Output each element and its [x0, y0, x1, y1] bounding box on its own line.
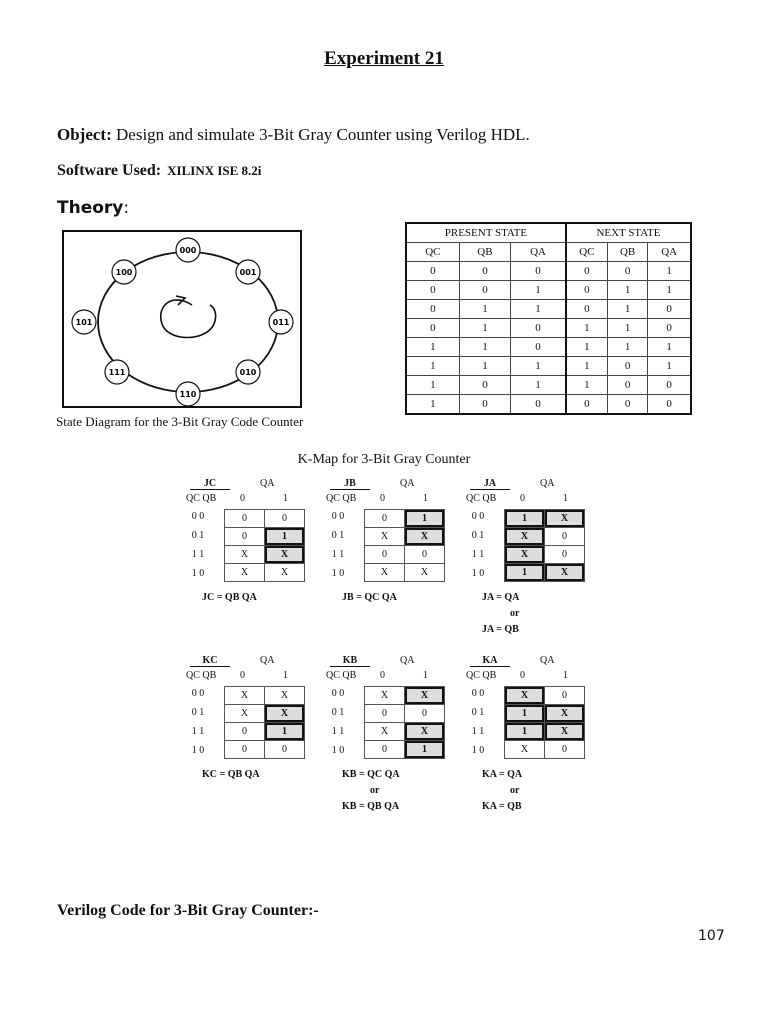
table-cell: 0	[511, 262, 566, 281]
kmap-column-1: 1	[283, 670, 288, 681]
kmap-column-variable: QA	[540, 478, 555, 489]
table-cell: 1	[511, 300, 566, 319]
kmap-column-0: 0	[240, 670, 245, 681]
kmap-row	[365, 564, 445, 582]
kmap-cell: X	[545, 723, 585, 741]
table-row	[406, 281, 691, 300]
kmap-equation: KA = QA	[482, 769, 523, 780]
state-column-header: QC	[406, 243, 459, 262]
kmap-column-1: 1	[563, 493, 568, 504]
table-row	[406, 376, 691, 395]
kmap-cell: X	[265, 564, 305, 582]
table-cell: 1	[607, 338, 647, 357]
table-cell: 0	[566, 300, 608, 319]
table-row	[406, 395, 691, 415]
kmap-row	[225, 564, 305, 582]
kmap-column-variable: QA	[260, 478, 275, 489]
kmap-column-1: 1	[423, 670, 428, 681]
state-diagram-svg	[64, 232, 300, 406]
kmap-column-1: 1	[563, 670, 568, 681]
table-cell: 1	[511, 357, 566, 376]
kmap-row	[365, 705, 445, 723]
kmap-column-0: 0	[380, 670, 385, 681]
kmap-equation: JB = QC QA	[342, 592, 397, 603]
kmap-row	[225, 528, 305, 546]
kmap-equation-alt: JA = QB	[482, 624, 519, 635]
kmap-title: K-Map for 3-Bit Gray Counter	[297, 452, 471, 467]
kmap-row	[505, 564, 585, 582]
table-cell: 0	[511, 319, 566, 338]
state-node-label: 000	[179, 246, 197, 255]
state-node-label: 100	[115, 268, 133, 277]
kmap-row-label: 0 1	[331, 707, 345, 718]
table-cell: 0	[406, 319, 459, 338]
kmap-row-variables: QC QB	[186, 493, 217, 504]
kmap-cell: 1	[505, 564, 545, 582]
kmap-row-variables: QC QB	[186, 670, 217, 681]
kmap-grid	[504, 509, 585, 582]
kmap-column-1: 1	[283, 493, 288, 504]
table-cell: 0	[607, 395, 647, 415]
kmap-cell: 1	[505, 705, 545, 723]
table-cell: 0	[566, 281, 608, 300]
table-cell: 0	[406, 262, 459, 281]
kmap-row-variables: QC QB	[466, 493, 497, 504]
kmap-name: KB	[330, 655, 370, 667]
table-cell: 0	[406, 281, 459, 300]
table-cell: 1	[459, 319, 511, 338]
kmap-row-label: 0 0	[331, 688, 345, 699]
kmap-cell: X	[405, 723, 445, 741]
kmap-row-label: 1 1	[191, 549, 205, 560]
theory-label: Theory	[57, 198, 124, 218]
kmap-cell: 0	[265, 741, 305, 759]
table-row	[406, 319, 691, 338]
table-cell: 0	[607, 262, 647, 281]
kmap-equation: KB = QC QA	[342, 769, 400, 780]
kmap-grid	[224, 509, 305, 582]
kmap-row	[365, 546, 445, 564]
kmap-equation: JC = QB QA	[202, 592, 257, 603]
kmap-row-label: 1 0	[471, 745, 485, 756]
kmap-cell: 1	[265, 528, 305, 546]
table-cell: 0	[566, 262, 608, 281]
table-cell: 0	[406, 300, 459, 319]
object-text: Design and simulate 3-Bit Gray Counter using Verilog HDL.	[116, 125, 530, 144]
state-column-header: QA	[511, 243, 566, 262]
kmap-cell: X	[545, 564, 585, 582]
page-title: Experiment 21	[324, 48, 444, 69]
kmap-column-0: 0	[520, 493, 525, 504]
table-cell: 1	[648, 262, 691, 281]
kmap-cell: 0	[365, 741, 405, 759]
kmap-cell: X	[365, 687, 405, 705]
table-cell: 1	[648, 357, 691, 376]
table-row	[406, 338, 691, 357]
kmap-row	[505, 687, 585, 705]
kmap-row	[225, 546, 305, 564]
state-nodes	[72, 238, 293, 406]
kmap-column-variable: QA	[260, 655, 275, 666]
kmap-row-label: 1 1	[331, 726, 345, 737]
table-cell: 1	[406, 395, 459, 415]
kmap-cell: X	[405, 687, 445, 705]
kmap-row-label: 1 1	[471, 549, 485, 560]
table-cell: 0	[648, 376, 691, 395]
kmap-cell: X	[225, 564, 265, 582]
kmap-cell: 0	[365, 546, 405, 564]
state-node-label: 110	[179, 390, 197, 399]
cycle-arrow-icon	[161, 300, 216, 338]
kmap-row	[365, 510, 445, 528]
kmap-cell: 0	[405, 546, 445, 564]
state-node-label: 001	[239, 268, 257, 277]
table-cell: 1	[648, 281, 691, 300]
kmap-cell: 0	[365, 510, 405, 528]
kmap-row-label: 1 0	[331, 568, 345, 579]
kmap-name: KC	[190, 655, 230, 667]
kmap-cell: 0	[545, 528, 585, 546]
state-column-header: QC	[566, 243, 608, 262]
table-cell: 1	[406, 338, 459, 357]
kmap-cell: 0	[545, 546, 585, 564]
kmap-row-label: 0 1	[331, 530, 345, 541]
software-line	[57, 162, 261, 180]
kmap-cell: X	[505, 741, 545, 759]
kmap-row-label: 0 0	[191, 511, 205, 522]
kmap-row-label: 0 0	[471, 688, 485, 699]
kmap-cell: 0	[545, 741, 585, 759]
kmap-row	[505, 741, 585, 759]
kmap-row	[365, 741, 445, 759]
state-column-header: QB	[459, 243, 511, 262]
kmap-cell: 0	[405, 705, 445, 723]
table-cell: 1	[566, 376, 608, 395]
next-state-header: NEXT STATE	[566, 223, 691, 243]
kmap-column-variable: QA	[540, 655, 555, 666]
kmap-column-variable: QA	[400, 478, 415, 489]
kmap-cell: X	[225, 705, 265, 723]
kmap-row-label: 1 0	[471, 568, 485, 579]
table-cell: 1	[511, 376, 566, 395]
state-node-label: 111	[108, 368, 126, 377]
table-row	[406, 357, 691, 376]
kmap-row	[225, 723, 305, 741]
verilog-heading: Verilog Code for 3-Bit Gray Counter:-	[57, 902, 319, 919]
state-node-label: 011	[272, 318, 290, 327]
state-diagram	[62, 230, 302, 408]
kmap-column-0: 0	[520, 670, 525, 681]
table-cell: 1	[459, 338, 511, 357]
state-node-label: 010	[239, 368, 257, 377]
kmap-cell: X	[225, 546, 265, 564]
kmap-cell: X	[265, 546, 305, 564]
kmap-grid	[364, 509, 445, 582]
table-cell: 0	[607, 357, 647, 376]
table-cell: 0	[648, 319, 691, 338]
table-cell: 1	[607, 319, 647, 338]
kmap-cell: X	[505, 687, 545, 705]
kmap-row-label: 0 0	[191, 688, 205, 699]
state-column-header: QA	[648, 243, 691, 262]
table-cell: 0	[459, 281, 511, 300]
kmap-row-label: 1 0	[191, 568, 205, 579]
table-cell: 0	[566, 395, 608, 415]
kmap-row-label: 1 1	[331, 549, 345, 560]
kmap-row-label: 1 0	[331, 745, 345, 756]
kmap-cell: X	[405, 564, 445, 582]
kmap-cell: X	[365, 723, 405, 741]
kmap-equation-alt: KB = QB QA	[342, 801, 400, 812]
diagram-caption: State Diagram for the 3-Bit Gray Code Counter	[56, 414, 304, 429]
kmap-row	[225, 705, 305, 723]
table-cell: 1	[406, 357, 459, 376]
kmap-or: or	[370, 785, 380, 796]
kmap-equation: JA = QA	[482, 592, 520, 603]
table-cell: 1	[566, 338, 608, 357]
table-cell: 0	[511, 395, 566, 415]
kmap-row	[365, 528, 445, 546]
kmap-equation-alt: KA = QB	[482, 801, 522, 812]
object-line	[57, 125, 530, 145]
kmap-row	[225, 687, 305, 705]
kmap-cell: X	[505, 546, 545, 564]
software-value: XILINX ISE 8.2i	[167, 163, 262, 178]
kmap-row-variables: QC QB	[326, 670, 357, 681]
table-cell: 1	[406, 376, 459, 395]
kmap-row	[365, 687, 445, 705]
kmap-name: KA	[470, 655, 510, 667]
table-cell: 0	[459, 262, 511, 281]
table-cell: 0	[648, 300, 691, 319]
present-state-header: PRESENT STATE	[406, 223, 566, 243]
kmap-cell: 1	[505, 510, 545, 528]
kmap-name: JB	[330, 478, 370, 490]
kmap-row-label: 0 0	[471, 511, 485, 522]
kmap-row	[505, 510, 585, 528]
kmap-column-variable: QA	[400, 655, 415, 666]
kmap-row	[505, 723, 585, 741]
table-cell: 1	[648, 338, 691, 357]
kmap-cell: 0	[225, 723, 265, 741]
kmap-row-label: 0 1	[191, 707, 205, 718]
kmap-cell: 0	[225, 510, 265, 528]
table-cell: 1	[511, 281, 566, 300]
kmap-name: JC	[190, 478, 230, 490]
kmap-cell: X	[365, 564, 405, 582]
table-cell: 1	[607, 300, 647, 319]
table-cell: 0	[511, 338, 566, 357]
kmap-row-label: 0 1	[191, 530, 205, 541]
kmap-row-label: 1 1	[191, 726, 205, 737]
state-column-header: QB	[607, 243, 647, 262]
kmap-cell: 1	[265, 723, 305, 741]
kmap-row	[225, 510, 305, 528]
kmap-grid	[504, 686, 585, 759]
kmap-row	[505, 705, 585, 723]
table-cell: 1	[459, 300, 511, 319]
kmap-or: or	[510, 608, 520, 619]
table-cell: 1	[566, 357, 608, 376]
state-table	[405, 222, 692, 415]
kmap-row-label: 1 0	[191, 745, 205, 756]
kmap-cell: X	[405, 528, 445, 546]
kmap-cell: X	[265, 705, 305, 723]
kmap-name: JA	[470, 478, 510, 490]
kmap-cell: 0	[225, 741, 265, 759]
kmap-row-variables: QC QB	[466, 670, 497, 681]
kmap-cell: 1	[405, 741, 445, 759]
kmap-cell: X	[545, 705, 585, 723]
kmap-grid	[364, 686, 445, 759]
kmap-row-label: 0 1	[471, 707, 485, 718]
table-cell: 1	[607, 281, 647, 300]
kmap-row-variables: QC QB	[326, 493, 357, 504]
kmap-cell: 0	[265, 510, 305, 528]
kmap-cell: X	[545, 510, 585, 528]
kmap-column-0: 0	[380, 493, 385, 504]
kmap-grid	[224, 686, 305, 759]
table-cell: 0	[607, 376, 647, 395]
object-label: Object:	[57, 125, 112, 144]
page-number: 107	[698, 928, 725, 944]
kmap-cell: 0	[545, 687, 585, 705]
table-row	[406, 300, 691, 319]
kmap-column-1: 1	[423, 493, 428, 504]
kmap-cell: 0	[225, 528, 265, 546]
kmap-row	[365, 723, 445, 741]
kmap-equation: KC = QB QA	[202, 769, 260, 780]
kmap-row	[505, 528, 585, 546]
table-row	[406, 262, 691, 281]
kmap-cell: X	[225, 687, 265, 705]
kmap-cell: X	[365, 528, 405, 546]
theory-heading	[57, 198, 129, 218]
kmap-row-label: 0 1	[471, 530, 485, 541]
table-cell: 0	[459, 376, 511, 395]
kmap-cell: X	[265, 687, 305, 705]
kmap-row	[505, 546, 585, 564]
kmap-cell: 1	[505, 723, 545, 741]
table-cell: 0	[459, 395, 511, 415]
kmap-or: or	[510, 785, 520, 796]
kmap-cell: 1	[405, 510, 445, 528]
software-label: Software Used:	[57, 162, 162, 179]
theory-colon: :	[123, 198, 130, 218]
kmap-cell: X	[505, 528, 545, 546]
table-cell: 1	[566, 319, 608, 338]
kmap-row	[225, 741, 305, 759]
kmap-column-0: 0	[240, 493, 245, 504]
table-cell: 0	[648, 395, 691, 415]
table-cell: 1	[459, 357, 511, 376]
state-node-label: 101	[75, 318, 93, 327]
kmap-cell: 0	[365, 705, 405, 723]
kmap-row-label: 0 0	[331, 511, 345, 522]
kmap-row-label: 1 1	[471, 726, 485, 737]
